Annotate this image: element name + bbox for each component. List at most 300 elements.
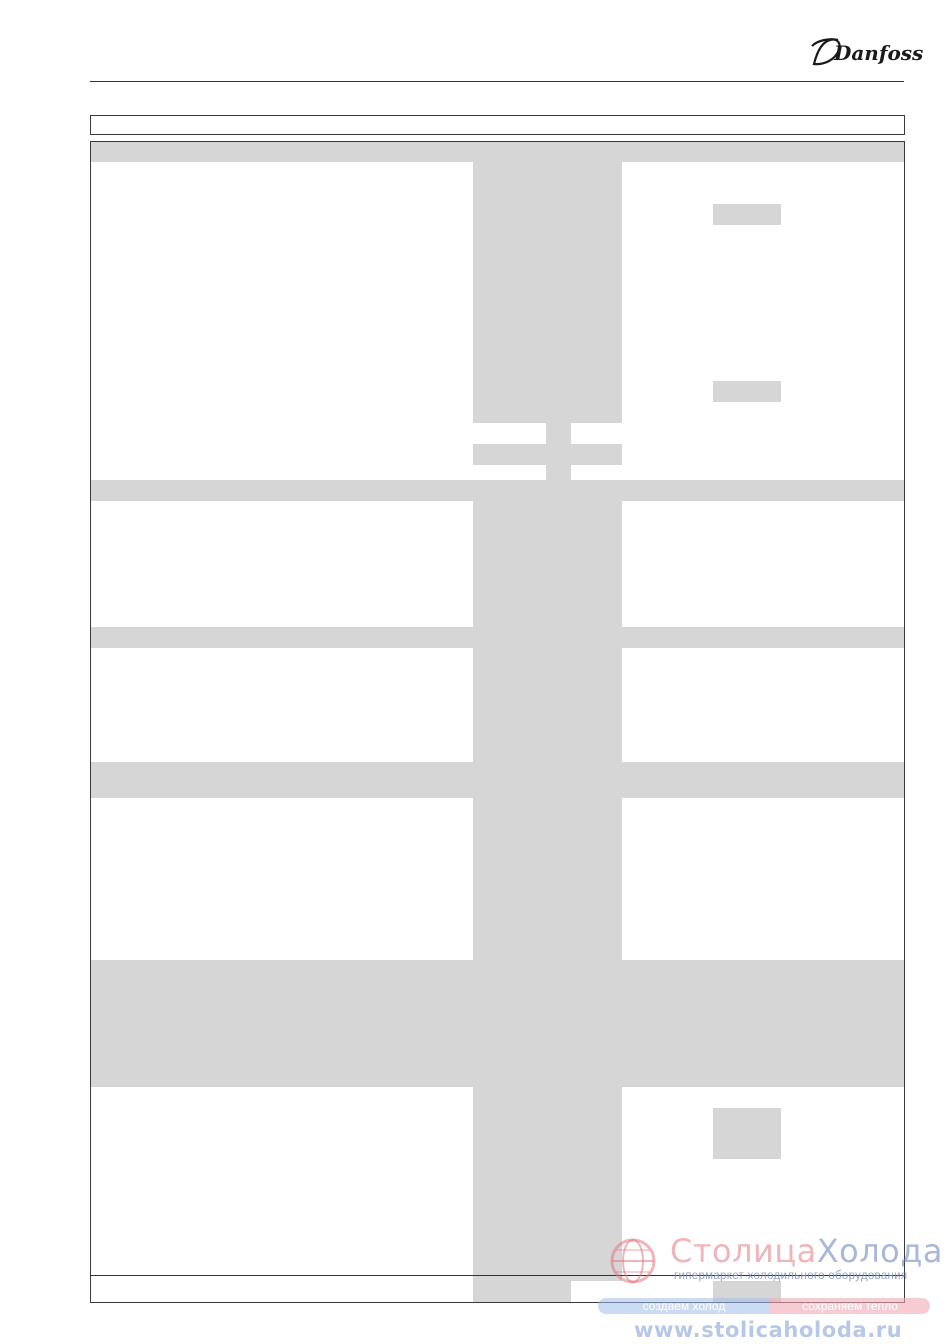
table-cell bbox=[622, 1180, 649, 1202]
table-cell bbox=[497, 648, 522, 700]
table-cell bbox=[781, 465, 848, 481]
table-cell bbox=[847, 204, 905, 226]
table-cell bbox=[473, 741, 498, 763]
table-cell bbox=[428, 1281, 474, 1303]
table-cell bbox=[473, 1087, 498, 1109]
table-cell bbox=[497, 225, 522, 247]
section-cell bbox=[521, 960, 547, 1088]
table-cell bbox=[622, 522, 649, 544]
table-cell bbox=[497, 402, 522, 424]
table-cell bbox=[90, 798, 401, 835]
table-cell bbox=[521, 522, 547, 544]
table-cell bbox=[847, 330, 905, 382]
table-header-cell bbox=[521, 115, 547, 135]
table-cell bbox=[400, 1201, 429, 1223]
section-cell bbox=[596, 627, 623, 649]
table-cell bbox=[428, 606, 474, 628]
table-cell bbox=[781, 798, 848, 835]
table-cell bbox=[622, 381, 649, 403]
table-cell bbox=[713, 225, 782, 247]
table-cell bbox=[622, 585, 649, 607]
table-cell bbox=[622, 564, 649, 586]
table-cell bbox=[521, 246, 547, 268]
table-cell bbox=[596, 606, 623, 628]
table-cell bbox=[90, 876, 401, 898]
table-cell bbox=[428, 1159, 474, 1181]
table-cell bbox=[400, 939, 429, 961]
table-cell bbox=[622, 288, 649, 310]
table-cell bbox=[90, 855, 401, 877]
table-cell bbox=[596, 1180, 623, 1202]
table-cell bbox=[473, 939, 498, 961]
table-cell bbox=[781, 585, 848, 607]
table-cell bbox=[400, 585, 429, 607]
table-cell bbox=[428, 699, 474, 721]
table-cell bbox=[521, 444, 547, 466]
table-cell bbox=[521, 648, 547, 700]
table-cell bbox=[648, 918, 714, 940]
table-cell bbox=[781, 741, 848, 763]
table-cell bbox=[400, 1108, 429, 1160]
section-cell bbox=[497, 960, 522, 1088]
section-cell bbox=[428, 480, 474, 502]
section-cell bbox=[497, 762, 522, 799]
table-cell bbox=[521, 501, 547, 523]
table-cell bbox=[521, 1159, 547, 1181]
table-cell bbox=[713, 522, 782, 544]
table-cell bbox=[90, 330, 401, 382]
table-cell bbox=[521, 798, 547, 835]
table-cell bbox=[546, 204, 572, 226]
table-cell bbox=[546, 522, 572, 544]
table-cell bbox=[622, 876, 649, 898]
section-cell bbox=[90, 960, 401, 1088]
table-cell bbox=[622, 834, 649, 856]
table-cell bbox=[713, 183, 782, 205]
table-cell bbox=[847, 648, 905, 700]
table-cell bbox=[497, 501, 522, 523]
section-cell bbox=[546, 960, 572, 1088]
table-cell bbox=[90, 183, 401, 205]
table-cell bbox=[428, 798, 474, 835]
section-cell bbox=[847, 141, 905, 163]
table-cell bbox=[546, 876, 572, 898]
table-cell bbox=[847, 288, 905, 310]
table-cell bbox=[428, 501, 474, 523]
table-cell bbox=[622, 267, 649, 289]
table-cell bbox=[90, 423, 401, 445]
table-cell bbox=[400, 1222, 429, 1261]
table-cell bbox=[521, 834, 547, 856]
table-cell bbox=[521, 855, 547, 877]
section-cell bbox=[596, 960, 623, 1088]
table-cell bbox=[497, 699, 522, 721]
table-cell bbox=[546, 1201, 572, 1223]
table-cell bbox=[648, 204, 714, 226]
table-cell bbox=[90, 939, 401, 961]
table-cell bbox=[428, 246, 474, 268]
table-cell bbox=[428, 1222, 474, 1261]
table-cell bbox=[497, 564, 522, 586]
table-cell bbox=[90, 543, 401, 565]
table-cell bbox=[473, 444, 498, 466]
section-cell bbox=[622, 762, 649, 799]
table-cell bbox=[847, 402, 905, 424]
table-cell bbox=[546, 183, 572, 205]
table-cell bbox=[648, 246, 714, 268]
table-cell bbox=[521, 543, 547, 565]
section-cell bbox=[497, 480, 522, 502]
section-cell bbox=[521, 480, 547, 502]
table-cell bbox=[546, 402, 572, 424]
table-cell bbox=[713, 204, 782, 226]
table-cell bbox=[648, 288, 714, 310]
table-cell bbox=[596, 225, 623, 247]
table-cell bbox=[622, 543, 649, 565]
table-cell bbox=[596, 876, 623, 898]
table-cell bbox=[713, 699, 782, 721]
table-cell bbox=[571, 183, 597, 205]
table-cell bbox=[622, 897, 649, 919]
table-cell bbox=[571, 267, 597, 289]
table-cell bbox=[521, 1260, 547, 1282]
watermark-subtitle: гипермаркет холодильного оборудования bbox=[674, 1270, 908, 1282]
table-cell bbox=[521, 183, 547, 205]
table-cell bbox=[521, 288, 547, 310]
table-cell bbox=[781, 564, 848, 586]
table-cell bbox=[428, 564, 474, 586]
table-cell bbox=[400, 246, 429, 268]
table-cell bbox=[90, 267, 401, 289]
table-cell bbox=[781, 1087, 848, 1109]
table-cell bbox=[648, 699, 714, 721]
table-cell bbox=[596, 330, 623, 382]
table-cell bbox=[521, 204, 547, 226]
table-cell bbox=[473, 1108, 498, 1160]
section-cell bbox=[90, 627, 401, 649]
table-cell bbox=[400, 918, 429, 940]
table-cell bbox=[622, 741, 649, 763]
table-cell bbox=[428, 720, 474, 742]
table-cell bbox=[473, 1201, 498, 1223]
section-cell bbox=[596, 762, 623, 799]
table-cell bbox=[521, 1180, 547, 1202]
table-cell bbox=[648, 897, 714, 919]
table-cell bbox=[781, 267, 848, 289]
table-cell bbox=[473, 1281, 498, 1303]
table-cell bbox=[546, 543, 572, 565]
table-cell bbox=[473, 564, 498, 586]
table-cell bbox=[622, 918, 649, 940]
table-cell bbox=[596, 444, 623, 466]
table-cell bbox=[596, 183, 623, 205]
section-cell bbox=[781, 141, 848, 163]
table-cell bbox=[596, 309, 623, 331]
table-cell bbox=[428, 522, 474, 544]
table-cell bbox=[648, 225, 714, 247]
section-cell bbox=[571, 627, 597, 649]
table-cell bbox=[713, 855, 782, 877]
table-cell bbox=[713, 798, 782, 835]
table-cell bbox=[546, 855, 572, 877]
table-cell bbox=[713, 606, 782, 628]
section-cell bbox=[428, 141, 474, 163]
table-cell bbox=[400, 543, 429, 565]
table-cell bbox=[473, 1260, 498, 1282]
table-cell bbox=[781, 309, 848, 331]
table-cell bbox=[497, 444, 522, 466]
table-cell bbox=[781, 1159, 848, 1181]
table-cell bbox=[90, 606, 401, 628]
table-cell bbox=[571, 288, 597, 310]
table-cell bbox=[428, 939, 474, 961]
section-cell bbox=[473, 762, 498, 799]
section-cell bbox=[781, 762, 848, 799]
table-cell bbox=[713, 330, 782, 382]
table-cell bbox=[400, 381, 429, 403]
table-cell bbox=[713, 897, 782, 919]
table-cell bbox=[847, 1159, 905, 1181]
table-cell bbox=[546, 606, 572, 628]
section-cell bbox=[400, 762, 429, 799]
table-cell bbox=[546, 162, 572, 184]
table-cell bbox=[546, 699, 572, 721]
table-cell bbox=[90, 465, 401, 481]
table-cell bbox=[713, 381, 782, 403]
table-cell bbox=[546, 1159, 572, 1181]
table-cell bbox=[847, 798, 905, 835]
table-cell bbox=[90, 1087, 401, 1109]
watermark-url: www.stolicaholoda.ru bbox=[634, 1318, 903, 1342]
table-cell bbox=[428, 330, 474, 382]
table-cell bbox=[622, 402, 649, 424]
table-cell bbox=[847, 699, 905, 721]
table-cell bbox=[497, 897, 522, 919]
table-cell bbox=[400, 720, 429, 742]
table-cell bbox=[847, 246, 905, 268]
table-cell bbox=[497, 1180, 522, 1202]
table-cell bbox=[648, 1159, 714, 1181]
table-cell bbox=[571, 855, 597, 877]
table-cell bbox=[90, 1201, 401, 1223]
table-cell bbox=[400, 855, 429, 877]
table-cell bbox=[473, 309, 498, 331]
section-cell bbox=[90, 141, 401, 163]
section-cell bbox=[473, 627, 498, 649]
table-cell bbox=[596, 648, 623, 700]
table-cell bbox=[90, 204, 401, 226]
table-cell bbox=[497, 606, 522, 628]
table-cell bbox=[428, 585, 474, 607]
table-cell bbox=[847, 1201, 905, 1223]
table-cell bbox=[90, 288, 401, 310]
table-header-cell bbox=[497, 115, 522, 135]
table-cell bbox=[90, 1222, 401, 1261]
table-cell bbox=[781, 522, 848, 544]
table-cell bbox=[781, 183, 848, 205]
section-cell bbox=[648, 141, 714, 163]
table-cell bbox=[781, 699, 848, 721]
table-cell bbox=[428, 918, 474, 940]
table-cell bbox=[596, 918, 623, 940]
table-header-cell bbox=[847, 115, 905, 135]
table-cell bbox=[90, 246, 401, 268]
table-cell bbox=[400, 1281, 429, 1303]
table-cell bbox=[713, 1108, 782, 1160]
table-cell bbox=[847, 522, 905, 544]
table-cell bbox=[521, 465, 547, 481]
table-cell bbox=[546, 465, 572, 481]
table-cell bbox=[713, 1159, 782, 1181]
table-cell bbox=[400, 1260, 429, 1282]
table-cell bbox=[571, 699, 597, 721]
table-cell bbox=[622, 246, 649, 268]
table-cell bbox=[428, 834, 474, 856]
table-cell bbox=[596, 465, 623, 481]
table-cell bbox=[847, 939, 905, 961]
watermark-title bbox=[670, 1232, 943, 1270]
table-cell bbox=[400, 876, 429, 898]
table-header-cell bbox=[90, 115, 401, 135]
table-cell bbox=[648, 267, 714, 289]
table-cell bbox=[546, 225, 572, 247]
table-cell bbox=[571, 939, 597, 961]
table-cell bbox=[90, 897, 401, 919]
table-cell bbox=[521, 162, 547, 184]
table-cell bbox=[713, 648, 782, 700]
section-cell bbox=[546, 627, 572, 649]
table-cell bbox=[648, 309, 714, 331]
section-cell bbox=[473, 480, 498, 502]
table-cell bbox=[713, 162, 782, 184]
section-cell bbox=[400, 627, 429, 649]
table-cell bbox=[546, 564, 572, 586]
table-cell bbox=[521, 1108, 547, 1160]
table-cell bbox=[781, 501, 848, 523]
table-cell bbox=[473, 606, 498, 628]
table-cell bbox=[648, 543, 714, 565]
table-cell bbox=[546, 834, 572, 856]
table-cell bbox=[596, 897, 623, 919]
table-cell bbox=[648, 330, 714, 382]
table-cell bbox=[546, 423, 572, 445]
table-cell bbox=[497, 1087, 522, 1109]
table-cell bbox=[497, 288, 522, 310]
table-cell bbox=[473, 501, 498, 523]
section-cell bbox=[713, 141, 782, 163]
table-cell bbox=[622, 465, 649, 481]
table-cell bbox=[596, 1087, 623, 1109]
table-cell bbox=[622, 162, 649, 184]
table-cell bbox=[648, 855, 714, 877]
table-cell bbox=[648, 648, 714, 700]
table-cell bbox=[521, 381, 547, 403]
table-cell bbox=[428, 855, 474, 877]
table-cell bbox=[90, 225, 401, 247]
table-cell bbox=[622, 423, 649, 445]
table-cell bbox=[497, 183, 522, 205]
table-cell bbox=[847, 834, 905, 856]
table-cell bbox=[781, 246, 848, 268]
table-cell bbox=[648, 183, 714, 205]
table-cell bbox=[546, 918, 572, 940]
table-cell bbox=[90, 585, 401, 607]
table-cell bbox=[400, 798, 429, 835]
table-cell bbox=[546, 1222, 572, 1261]
table-cell bbox=[428, 1087, 474, 1109]
table-cell bbox=[400, 330, 429, 382]
table-cell bbox=[571, 204, 597, 226]
table-cell bbox=[847, 543, 905, 565]
table-cell bbox=[713, 465, 782, 481]
table-cell bbox=[428, 1260, 474, 1282]
table-cell bbox=[622, 501, 649, 523]
table-cell bbox=[546, 288, 572, 310]
table-cell bbox=[546, 267, 572, 289]
table-cell bbox=[596, 162, 623, 184]
table-cell bbox=[497, 522, 522, 544]
table-cell bbox=[497, 1260, 522, 1282]
table-cell bbox=[428, 204, 474, 226]
table-cell bbox=[400, 1159, 429, 1181]
table-cell bbox=[546, 381, 572, 403]
table-cell bbox=[622, 1201, 649, 1223]
table-cell bbox=[622, 1087, 649, 1109]
table-cell bbox=[847, 1180, 905, 1202]
table-cell bbox=[571, 1180, 597, 1202]
table-cell bbox=[571, 1260, 597, 1282]
table-cell bbox=[571, 606, 597, 628]
table-cell bbox=[521, 1087, 547, 1109]
table-cell bbox=[648, 381, 714, 403]
table-cell bbox=[473, 1159, 498, 1181]
table-cell bbox=[546, 444, 572, 466]
section-cell bbox=[90, 762, 401, 799]
table-cell bbox=[400, 183, 429, 205]
table-cell bbox=[521, 939, 547, 961]
table-cell bbox=[473, 855, 498, 877]
table-cell bbox=[713, 918, 782, 940]
table-cell bbox=[90, 741, 401, 763]
table-cell bbox=[596, 246, 623, 268]
table-cell bbox=[648, 876, 714, 898]
watermark-title-pink: Столица bbox=[670, 1232, 817, 1270]
table-header-cell bbox=[546, 115, 572, 135]
table-cell bbox=[781, 381, 848, 403]
section-cell bbox=[847, 762, 905, 799]
table-cell bbox=[713, 501, 782, 523]
section-cell bbox=[596, 141, 623, 163]
table-cell bbox=[571, 423, 597, 445]
table-cell bbox=[571, 309, 597, 331]
table-cell bbox=[571, 444, 597, 466]
table-cell bbox=[473, 162, 498, 184]
section-cell bbox=[713, 480, 782, 502]
table-cell bbox=[596, 267, 623, 289]
table-cell bbox=[847, 720, 905, 742]
table-cell bbox=[596, 402, 623, 424]
table-cell bbox=[473, 204, 498, 226]
table-cell bbox=[781, 444, 848, 466]
table-cell bbox=[473, 699, 498, 721]
table-cell bbox=[648, 1180, 714, 1202]
table-cell bbox=[521, 1201, 547, 1223]
table-cell bbox=[571, 918, 597, 940]
table-cell bbox=[847, 606, 905, 628]
table-cell bbox=[90, 309, 401, 331]
section-cell bbox=[546, 762, 572, 799]
table-cell bbox=[571, 1281, 597, 1303]
